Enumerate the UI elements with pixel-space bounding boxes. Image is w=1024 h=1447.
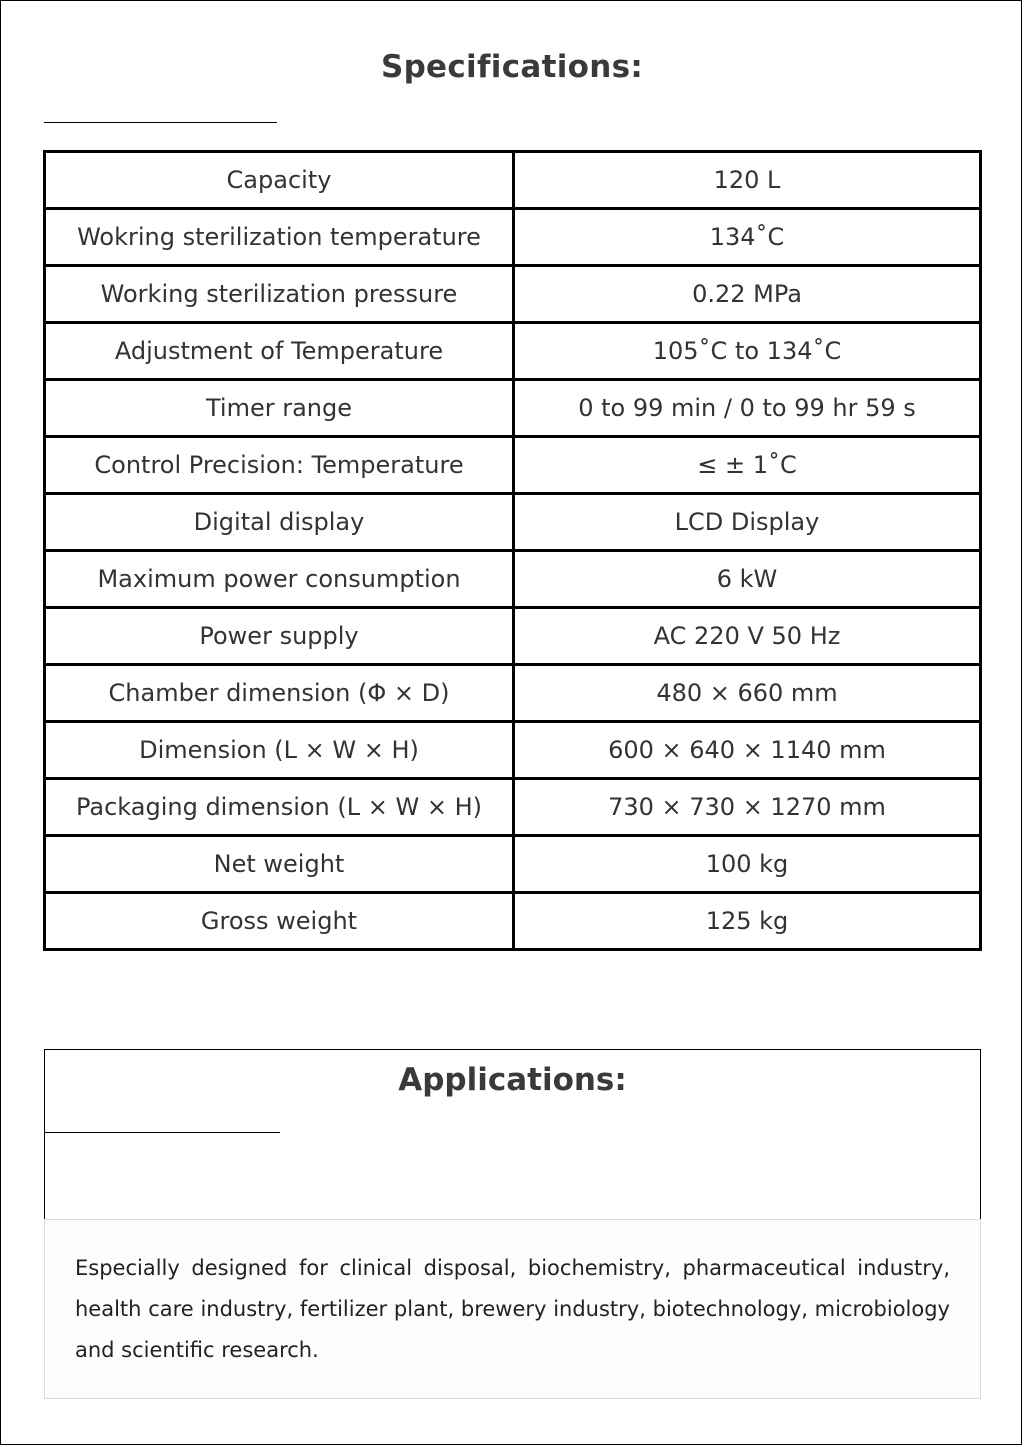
table-row <box>45 893 981 950</box>
spec-label: Net weight <box>45 836 514 893</box>
spec-value: 6 kW <box>514 551 981 608</box>
table-row <box>45 551 981 608</box>
table-row <box>45 836 981 893</box>
spec-value: 0 to 99 min / 0 to 99 hr 59 s <box>514 380 981 437</box>
spec-label: Gross weight <box>45 893 514 950</box>
spec-label: Timer range <box>45 380 514 437</box>
spec-value: 134˚C <box>514 209 981 266</box>
spec-value: AC 220 V 50 Hz <box>514 608 981 665</box>
applications-heading-underline <box>45 1132 280 1133</box>
spec-value: 480 × 660 mm <box>514 665 981 722</box>
spec-value: 730 × 730 × 1270 mm <box>514 779 981 836</box>
spec-value: 120 L <box>514 152 981 209</box>
specifications-table <box>43 150 982 951</box>
table-row <box>45 209 981 266</box>
spec-value: 125 kg <box>514 893 981 950</box>
spec-value: 100 kg <box>514 836 981 893</box>
table-row <box>45 152 981 209</box>
spec-label: Dimension (L × W × H) <box>45 722 514 779</box>
table-row <box>45 665 981 722</box>
table-row <box>45 779 981 836</box>
table-row <box>45 608 981 665</box>
spec-label: Wokring sterilization temperature <box>45 209 514 266</box>
spec-label: Chamber dimension (Φ × D) <box>45 665 514 722</box>
applications-description: Especially designed for clinical disposal, biochemistry, pharmaceutical industry, health care industry, fertilizer plant, brewery industry, biotechnology, microbiology and scientific research. <box>44 1219 981 1399</box>
specifications-heading: Specifications: <box>380 49 644 85</box>
spec-label: Digital display <box>45 494 514 551</box>
table-row <box>45 437 981 494</box>
table-row <box>45 323 981 380</box>
table-row <box>45 722 981 779</box>
applications-header-box <box>44 1049 981 1219</box>
spec-value: LCD Display <box>514 494 981 551</box>
table-row <box>45 266 981 323</box>
spec-label: Power supply <box>45 608 514 665</box>
specifications-heading-underline <box>44 122 277 123</box>
specifications-table-body <box>45 152 981 950</box>
spec-value: 105˚C to 134˚C <box>514 323 981 380</box>
table-row <box>45 494 981 551</box>
spec-label: Packaging dimension (L × W × H) <box>45 779 514 836</box>
spec-value: 600 × 640 × 1140 mm <box>514 722 981 779</box>
spec-value: 0.22 MPa <box>514 266 981 323</box>
table-row <box>45 380 981 437</box>
applications-heading: Applications: <box>398 1062 627 1098</box>
spec-label: Working sterilization pressure <box>45 266 514 323</box>
spec-label: Maximum power consumption <box>45 551 514 608</box>
spec-label: Capacity <box>45 152 514 209</box>
spec-value: ≤ ± 1˚C <box>514 437 981 494</box>
spec-label: Adjustment of Temperature <box>45 323 514 380</box>
spec-label: Control Precision: Temperature <box>45 437 514 494</box>
